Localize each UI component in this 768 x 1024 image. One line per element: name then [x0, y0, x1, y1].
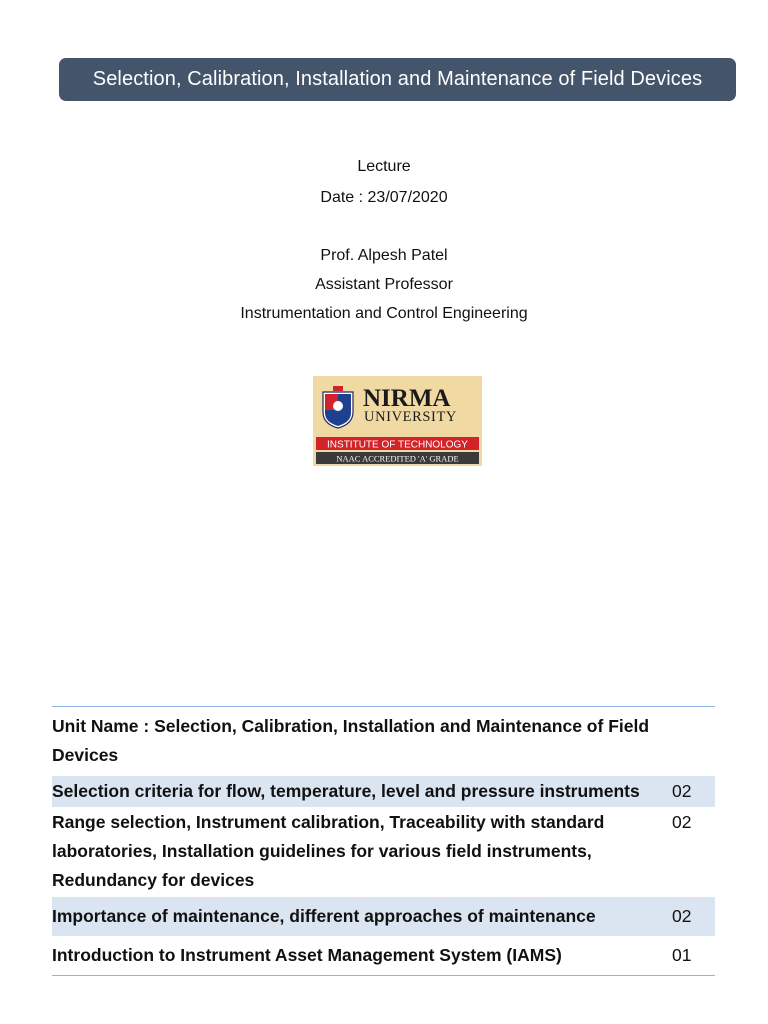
lecture-date: Date : 23/07/2020: [320, 189, 448, 206]
logo-institute: INSTITUTE OF TECHNOLOGY: [327, 439, 468, 451]
author-department: Instrumentation and Control Engineering: [240, 305, 528, 322]
lecture-label: Lecture: [357, 158, 411, 175]
table-header-row: [52, 707, 715, 776]
logo-name: NIRMA: [363, 385, 451, 412]
hours-cell: 02: [672, 780, 692, 801]
title-banner: [59, 58, 736, 101]
logo-accreditation: NAAC ACCREDITED 'A' GRADE: [336, 453, 459, 464]
topic-cell: Importance of maintenance, different approaches of maintenance: [52, 905, 596, 926]
author-name: Prof. Alpesh Patel: [320, 247, 448, 264]
shield-icon: [323, 386, 353, 428]
table-row: [52, 807, 715, 897]
topic-cell: Selection criteria for flow, temperature, level and pressure instruments: [52, 780, 640, 801]
table-row: [52, 776, 715, 807]
topic-cell: Introduction to Instrument Asset Management System (IAMS): [52, 945, 562, 966]
unit-table: [52, 706, 715, 976]
nirma-university-logo: [313, 376, 482, 466]
unit-name: Unit Name : Selection, Calibration, Installation and Maintenance of Field Devices: [52, 716, 650, 766]
hours-cell: 01: [672, 945, 692, 966]
hours-cell: 02: [672, 811, 692, 832]
document-title: Selection, Calibration, Installation and Maintenance of Field Devices: [92, 68, 703, 90]
topic-cell: Range selection, Instrument calibration, Traceability with standard laboratories, Installation guidelines for various field instruments, Redundancy for devices: [52, 811, 605, 891]
table-row: [52, 936, 715, 975]
table-row: [52, 897, 715, 936]
hours-cell: 02: [672, 905, 692, 926]
logo-subname: UNIVERSITY: [364, 409, 457, 425]
author-position: Assistant Professor: [315, 276, 453, 293]
